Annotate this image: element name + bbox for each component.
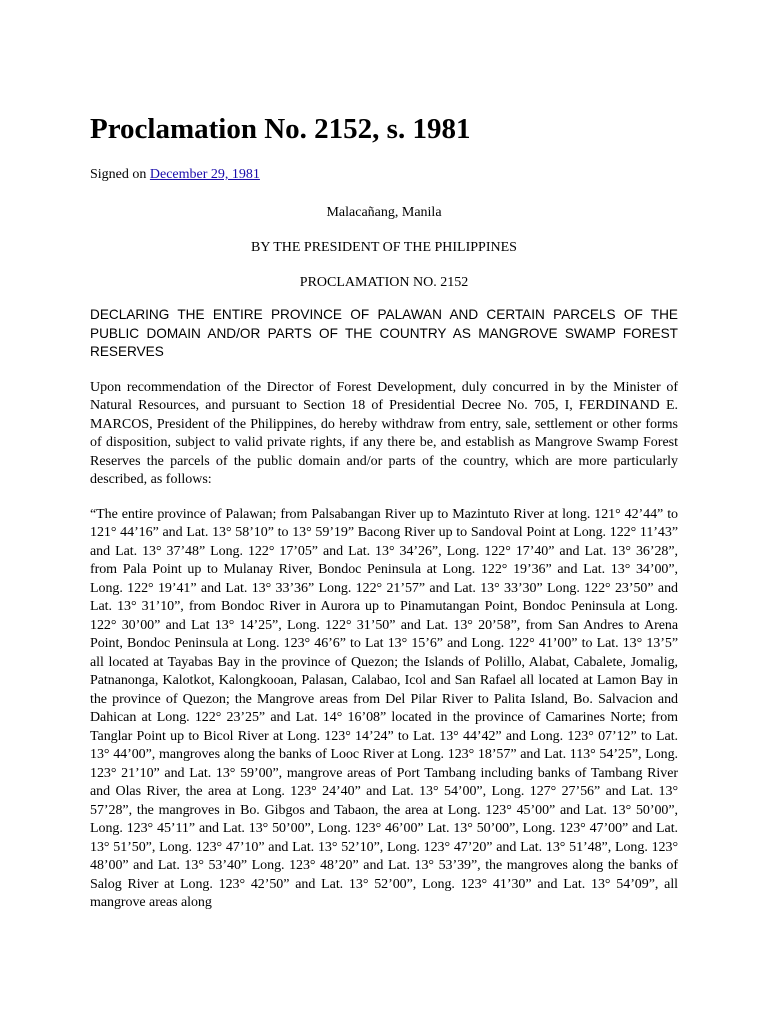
preamble-paragraph: Upon recommendation of the Director of Forest Development, duly concurred in by the Minister of Natural Resources, and pursuant to Section 18 of Presidential Decree No. 705, I, FERDINAND E. MARCOS, President of the Philippines, do hereby withdraw from entry, sale, settlement or other forms of disposition, subject to valid private rights, if any there be, and establish as Mangrove Swamp Forest Reserves the parcels of the public domain and/or parts of the country, which are more particularly described, as follows: — [90, 379, 678, 487]
proclamation-number: PROCLAMATION NO. 2152 — [299, 275, 469, 290]
page-title: Proclamation No. 2152, s. 1981 — [90, 113, 471, 145]
place-line: Malacañang, Manila — [326, 205, 442, 220]
signed-line — [90, 165, 678, 185]
signed-date-link[interactable]: December 29, 1981 — [149, 167, 260, 182]
signed-prefix: Signed on — [90, 167, 150, 182]
by-line: BY THE PRESIDENT OF THE PHILIPPINES — [251, 240, 517, 255]
document-page — [90, 110, 678, 913]
description-paragraph: “The entire province of Palawan; from Palsabangan River up to Mazintuto River at long. 121° 42’44” to 121° 44’16” and Lat. 13° 58’10” to 13° 59’19” Bacong River up to Sandoval Point at Long. 122° 11’43” and Lat. 13° 37’48” Long. 122° 17’05” and Lat. 13° 34’26”, Long. 122° 17’40” and Lat. 13° 36’28”, from Pala Point up to Mulanay River, Bondoc Peninsula at Long. 122° 19’36” and Lat. 13° 34’00”, Long. 122° 19’41” and Lat. 13° 33’36” Long. 122° 21’57” and Lat. 13° 33’30” Long. 122° 23’50” and Lat. 13° 31’10”, from Bondoc River in Aurora up to Pinamutangan Point, Bondoc Peninsula at Long. 122° 30’00” and Lat 13° 14’25”, Long. 122° 31’50” and Lat. 13° 20’58”, from San Andres to Arena Point, Bondoc Peninsula at Long. 123° 46’6” to Lat 13° 15’6” and Long. 122° 41’00” to Lat. 13° 13’5” all located at Tayabas Bay in the province of Quezon; the Islands of Polillo, Alabat, Cabalete, Jomalig, Patnanonga, Kalotkot, Kalongkooan, Palasan, Calabao, Icol and San Rafael all located at Lamon Bay in the province of Quezon; the Mangrove areas from Del Pilar River to Palita Island, Bo. Salvacion and Dahican at Long. 122° 23’25” and Lat. 14° 16’08” located in the province of Camarines Norte; from Tanglar Point up to Bicol River at Long. 123° 14’24” to Lat. 13° 44’42” and Long. 123° 07’12” to Lat. 13° 44’00”, mangroves along the banks of Looc River at Long. 123° 18’57” and Lat. 113° 54’25”, Long. 123° 21’10” and Lat. 13° 59’00”, mangrove areas of Port Tambang including banks of Tambang River and Olas River, the area at Long. 123° 24’40” and Lat. 13° 54’00”, Long. 127° 27’56” and Lat. 13° 57’28”, the mangroves in Bo. Gibgos and Tabaon, the area at Long. 123° 45’00” and Lat. 13° 50’00”, Long. 123° 45’11” and Lat. 13° 50’00”, Long. 123° 46’00” Lat. 13° 50’00”, Long. 123° 47’00” and Lat. 13° 51’50”, Long. 123° 47’10” and Lat. 13° 52’10”, Long. 123° 47’20” and Lat. 13° 51’48”, Long. 123° 48’00” and Lat. 13° 53’40” Long. 123° 48’20” and Lat. 13° 53’39”, the mangroves along the banks of Salog River at Long. 123° 42’50” and Lat. 13° 52’00”, Long. 123° 41’30” and Lat. 13° 54’09”, all mangrove areas along — [90, 506, 678, 910]
declaring-heading: DECLARING THE ENTIRE PROVINCE OF PALAWAN AND CERTAIN PARCELS OF THE PUBLIC DOMAIN AND/OR PARTS OF THE COUNTRY AS MANGROVE SWAMP FOREST RESERVES — [90, 307, 678, 359]
